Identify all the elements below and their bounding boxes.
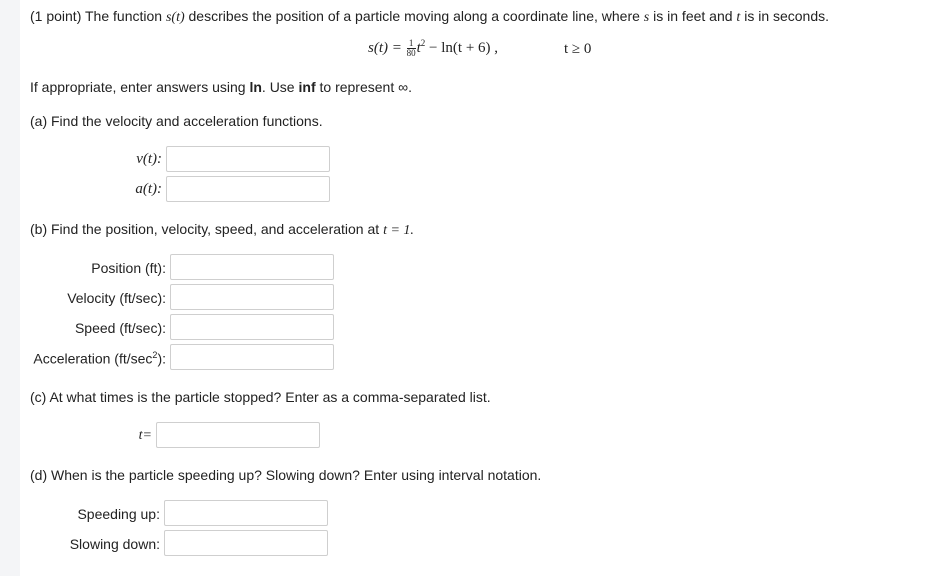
- part-d-question: (d) When is the particle speeding up? Slowing down? Enter using interval notation.: [30, 467, 542, 483]
- problem-statement: (1 point) The function s(t) describes the position of a particle moving along a coordinate line, where s is in feet and t is in seconds.: [30, 8, 830, 25]
- position-label: Position (ft):: [91, 260, 166, 276]
- instructions: If appropriate, enter answers using ln. Use inf to represent ∞.: [30, 79, 412, 95]
- equation-fraction: $\frac{1}{80}$: [406, 38, 416, 59]
- problem-content: [20, 0, 944, 576]
- part-b-question: (b) Find the position, velocity, speed, and acceleration at t = 1.: [30, 221, 414, 238]
- stopped-times-input[interactable]: [156, 422, 320, 448]
- acceleration-function-input[interactable]: [166, 176, 330, 202]
- velocity-label: Velocity (ft/sec):: [67, 290, 166, 306]
- points-label: (1 point): [30, 8, 82, 24]
- velocity-function-label: v(t):: [136, 151, 162, 167]
- slowing-down-input[interactable]: [164, 530, 328, 556]
- acceleration-input[interactable]: [170, 344, 334, 370]
- acceleration-function-label: a(t):: [135, 181, 162, 197]
- speeding-up-input[interactable]: [164, 500, 328, 526]
- part-c-question: (c) At what times is the particle stopped? Enter as a comma-separated list.: [30, 389, 491, 405]
- position-equation: s(t) = $\frac{1}{80}$ $t^2 - \ln(t + 6)$ ,: [368, 38, 499, 59]
- acceleration-label: Acceleration $(ft/\sec^2)$:: [33, 350, 166, 367]
- slowing-down-label: Slowing down:: [69, 536, 160, 552]
- stopped-time-label: t=: [138, 428, 152, 443]
- speed-label: Speed (ft/sec):: [74, 320, 166, 336]
- velocity-function-input[interactable]: [166, 146, 330, 172]
- position-input[interactable]: [170, 254, 334, 280]
- left-margin-strip: [0, 0, 20, 576]
- speed-input[interactable]: [170, 314, 334, 340]
- speeding-up-label: Speeding up:: [77, 506, 160, 522]
- equation-domain: t ≥ 0: [564, 41, 592, 57]
- part-a-question: (a) Find the velocity and acceleration functions.: [30, 113, 323, 129]
- velocity-input[interactable]: [170, 284, 334, 310]
